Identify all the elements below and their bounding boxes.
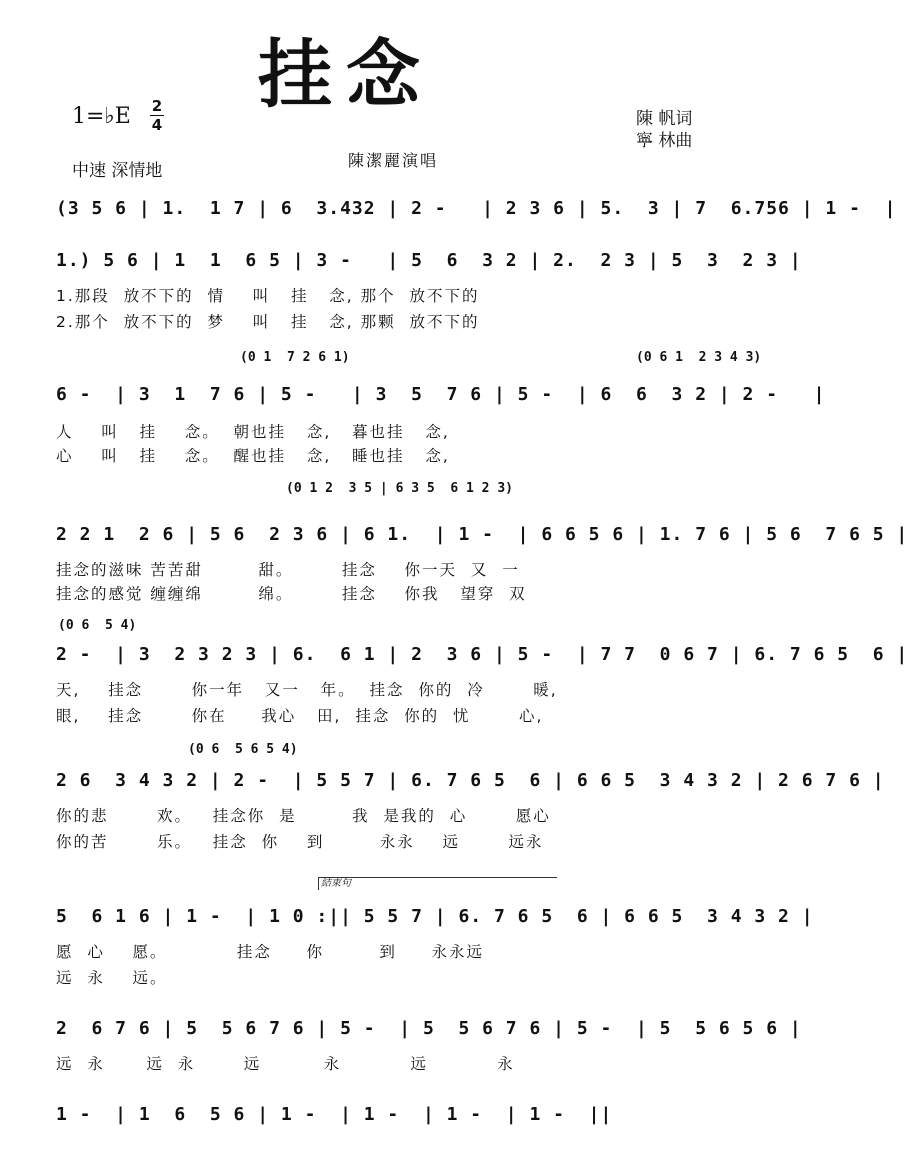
lyric-line-5-verse-1: 天, 挂念 你一年 又一 年。 挂念 你的 冷 暖, bbox=[56, 681, 558, 699]
lyric-line-4-verse-2: 挂念的感觉 缠缠绵 绵。 挂念 你我 望穿 双 bbox=[56, 585, 527, 603]
music-line-8: 2 6 7 6 | 5 5 6 7 6 | 5 - | 5 5 6 7 6 | 5 - | 5 5 6 5 6 | bbox=[56, 1018, 802, 1039]
interlude-1: (0 1 7 2 6 1) bbox=[240, 350, 350, 365]
key-signature: 1=♭E bbox=[72, 104, 131, 129]
lyric-line-6-verse-2: 你的苦 乐。 挂念 你 到 永永 远 远永 bbox=[56, 833, 544, 851]
tempo-marking: 中速 深情地 bbox=[72, 161, 163, 181]
lyric-line-7-verse-1: 愿 心 愿。 挂念 你 到 永永远 bbox=[56, 943, 485, 961]
ending-label: 結束句 bbox=[318, 877, 557, 890]
author-credits bbox=[636, 108, 692, 152]
time-top: 2 bbox=[151, 97, 163, 115]
music-line-7: 5 6 1 6 | 1 - | 1 0 :|| 5 5 7 | 6. 7 6 5 6 | 6 6 5 3 4 3 2 | bbox=[56, 906, 814, 927]
lyric-line-2-verse-2: 2.那个 放不下的 梦 叫 挂 念, 那颗 放不下的 bbox=[56, 313, 480, 331]
music-line-2: 1.) 5 6 | 1 1 6 5 | 3 - | 5 6 3 2 | 2. 2 3 | 5 3 2 3 | bbox=[56, 250, 802, 271]
lyric-line-2-verse-1: 1.那段 放不下的 情 叫 挂 念, 那个 放不下的 bbox=[56, 287, 480, 305]
music-line-4: 2 2 1 2 6 | 5 6 2 3 6 | 6 1. | 1 - | 6 6 5 6 | 1. 7 6 | 5 6 7 6 5 | bbox=[56, 524, 908, 545]
music-line-6: 2 6 3 4 3 2 | 2 - | 5 5 7 | 6. 7 6 5 6 | 6 6 5 3 4 3 2 | 2 6 7 6 | bbox=[56, 770, 885, 791]
music-line-9: 1 - | 1 6 5 6 | 1 - | 1 - | 1 - | 1 - || bbox=[56, 1104, 613, 1125]
lyric-line-3-verse-2: 心 叫 挂 念。 醒也挂 念, 睡也挂 念, bbox=[56, 447, 450, 465]
music-line-3: 6 - | 3 1 7 6 | 5 - | 3 5 7 6 | 5 - | 6 6 3 2 | 2 - | bbox=[56, 384, 826, 405]
time-bottom: 4 bbox=[151, 116, 163, 134]
lyric-line-7-verse-2: 远 永 远。 bbox=[56, 969, 168, 987]
lyric-line-3-verse-1: 人 叫 挂 念。 朝也挂 念, 暮也挂 念, bbox=[56, 423, 450, 441]
interlude-2: (0 6 1 2 3 4 3) bbox=[636, 350, 762, 365]
interlude-3: (0 1 2 3 5 | 6 3 5 6 1 2 3) bbox=[286, 481, 513, 496]
lyric-line-4-verse-1: 挂念的滋味 苦苦甜 甜。 挂念 你一天 又 一 bbox=[56, 561, 520, 579]
lyricist-credit: 陳 帆词 bbox=[636, 109, 693, 129]
singer-credit: 陳潔麗演唱 bbox=[348, 151, 439, 170]
music-line-1: (3 5 6 | 1. 1 7 | 6 3.432 | 2 - | 2 3 6 | 5. 3 | 7 6.756 | 1 - | bbox=[56, 198, 897, 219]
lyric-line-6-verse-1: 你的悲 欢。 挂念你 是 我 是我的 心 愿心 bbox=[56, 807, 551, 825]
song-title: 挂念 bbox=[258, 32, 434, 118]
interlude-4: (0 6 5 4) bbox=[58, 618, 137, 633]
interlude-5: (0 6 5 6 5 4) bbox=[188, 742, 298, 757]
time-signature bbox=[150, 98, 164, 133]
lyric-line-8: 远 永 远 永 远 永 远 永 bbox=[56, 1055, 515, 1073]
music-line-5: 2 - | 3 2 3 2 3 | 6. 6 1 | 2 3 6 | 5 - | 7 7 0 6 7 | 6. 7 6 5 6 | bbox=[56, 644, 908, 665]
composer-credit: 寧 林曲 bbox=[636, 131, 693, 151]
lyric-line-5-verse-2: 眼, 挂念 你在 我心 田, 挂念 你的 忧 心, bbox=[56, 707, 544, 725]
